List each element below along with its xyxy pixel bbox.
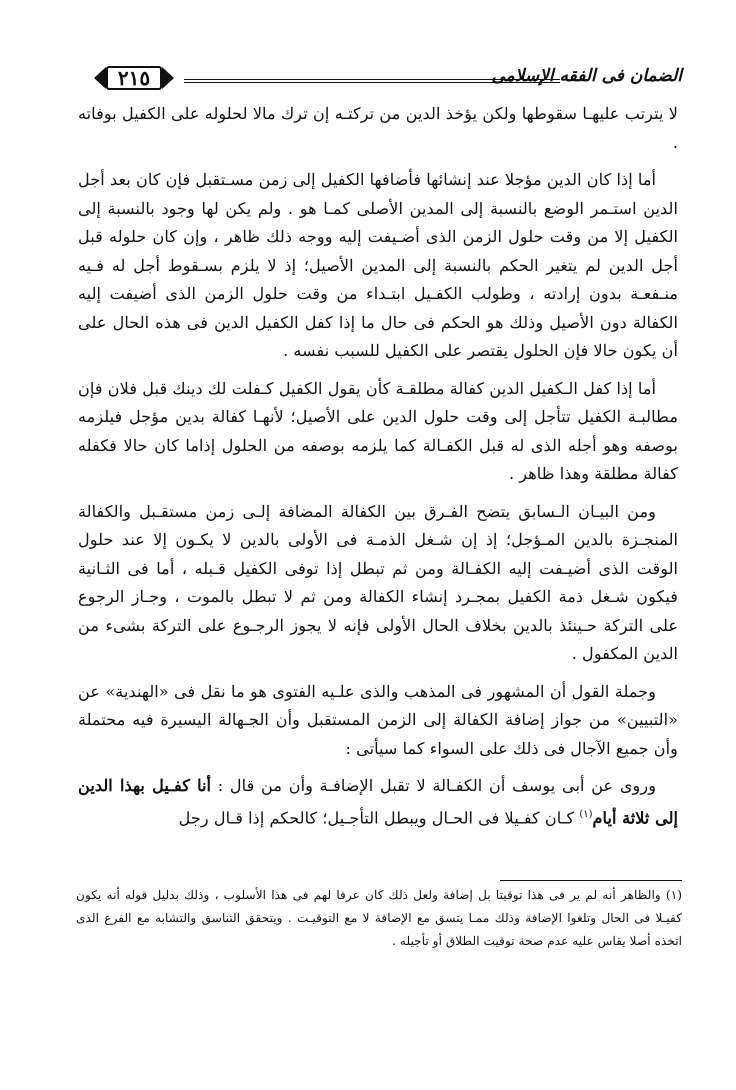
ornament-right-icon [162,67,174,89]
main-text [78,100,678,841]
footnote-ref[interactable]: (١) [579,808,593,820]
footnote-separator [500,880,682,881]
paragraph-5: وجملة القول أن المشهور فى المذهب والذى علـيه الفتوى هو ما نقل فى «الهندية» عن «التبيين» من جواز إضافة الكفالة إلى الزمن المستقبل وأن الجـهالة اليسيرة فيه محتملة وأن جميع الآجال فى ذلك على السواء كما سيأتى : [78,681,678,758]
footnotes [76,884,682,953]
running-header [72,66,682,92]
paragraph-6-start: وروى عن أبى يوسف أن الكفـالة لا تقبل الإضافـة وأن من قال : [211,776,657,795]
paragraph-6-end: كـان كفـيلا فى الحـال ويبطل التأجـيل؛ كالحكم إذا قـال رجل [178,807,580,827]
paragraph-4: ومن البيـان الـسابق يتضح الفـرق بين الكفالة المضافة إلـى زمن مستقـبل والكفالة المنجـزة بالدين المـؤجل؛ إذ إن شـغل الذمـة فى الأولى بالدين لا يكـون إلا عند حلول الوقت الذى أضيـفت إليه الكفـالة ومن ثم تبطل إذا توفى الكفيل قـبله ، أما فى الثـانية فيكون شـغل ذمة الكفيل بمجـرد إنشاء الكفالة ومن ثم لا تبطل بالموت ، وجـاز الرجوع على التركة حـينئذ بالدين بخلاف الحال الأولى فإنه لا يجوز الرجـوع على التركة بشىء من الدين المكفول . [78,501,678,663]
page-number: ٢١٥ [106,66,162,90]
paragraph-3: أما إذا كفل الـكفيل الدين كفالة مطلقـة كأن يقول الكفيل كـفلت لك دينك قبل فلان فإن مطالبـة الكفيل تتأجل إلى وقت حلول الدين على الأصيل؛ لأنهـا كفالة بدين مؤجل فيلزمه بوصفه وهو أجله الذى له قبل الكفـالة كما يلزمه بوصفه من الحلول إذاما كان حالا فكفله كفالة مطلقة وهذا ظاهر . [78,378,678,483]
page-number-badge [86,66,182,90]
book-title: الضمان فى الفقه الإسلامى [491,66,682,86]
paragraph-1: لا يترتب عليهـا سقوطها ولكن يؤخذ الدين من تركتـه إن ترك مالا لحلوله على الكفيل بوفاته . [78,104,678,152]
ornament-left-icon [94,67,106,89]
paragraph-6 [78,772,678,832]
quoted-statement: أنا كفـيل بهذا الدين إلى ثلاثة أيام [78,776,678,827]
paragraph-2: أما إذا كان الدين مؤجلا عند إنشائها فأضافها الكفيل إلى زمن مسـتقبل فإن كان بعد أجل الدين استـمر الوضع بالنسبة إلى المدين الأصلى كمـا هو . ولم يكن لها وجود بالنسبة إلى الكفيل إلا من وقت حلول الزمن الذى أضـيفت إليه ووجه ذلك ظاهر ، وإن كان حلوله قبل أجل الدين لم يتغير الحكم بالنسبة إلى المدين الأصيل؛ إذ لا يلزم بسـقوط أجل له فـيه منـفعـة بدون إرادته ، وطولب الكفـيل ابتـداء من وقت حلول الزمن الذى أضيفت إليه الكفالة دون الأصيل وذلك هو الحكم فى حال ما إذا كفل الكفيل الدين فى هذه الحال على أن يكون حالا فإن الحلول يقتصر على الكفيل للسبب نفسه . [78,170,678,360]
footnote-1: (١) والظاهر أنه لم ير فى هذا توقيتا بل إضافة ولعل ذلك كان عرفا لهم فى هذا الأسلوب ، وذلك بدليل قوله أنه يكون كفيـلا فى الحال وتلغوا الإضافة وذلك ممـا يتسق مع الإضافة لا مع التوقيـت . ويتحقق التناسق والتشابه مع الفرع الذى اتخذه أصلا يقاس عليه عدم صحة توقيت الطلاق أو تأجيله . [76,888,682,948]
